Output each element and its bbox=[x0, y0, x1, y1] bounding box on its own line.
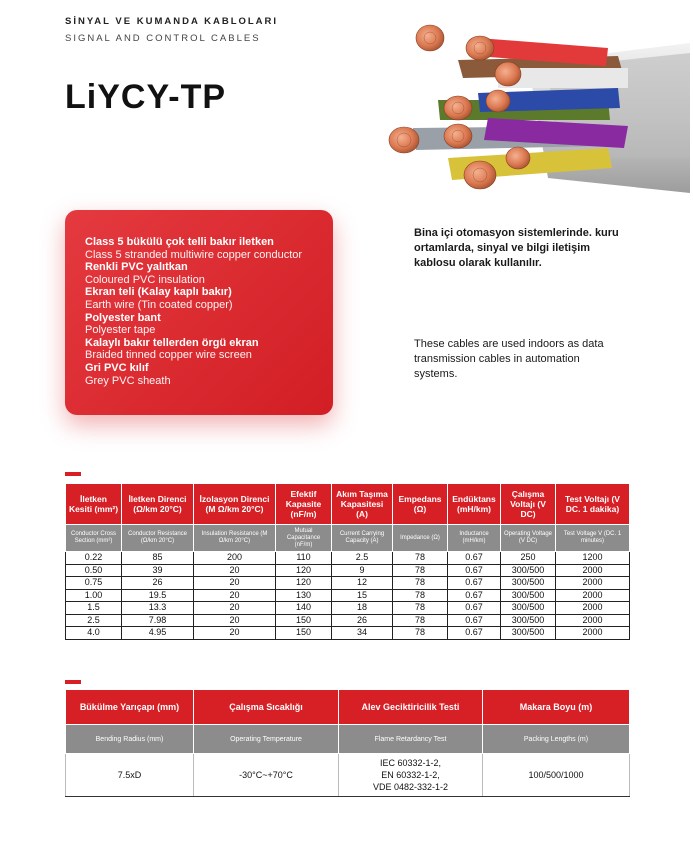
cell-current-capacity: 26 bbox=[332, 614, 393, 627]
cell-cross-section: 0.22 bbox=[66, 552, 122, 565]
cell-impedance: 78 bbox=[393, 627, 448, 640]
feature-item bbox=[85, 286, 325, 311]
table-row bbox=[66, 602, 630, 615]
cell-test-voltage: 2000 bbox=[556, 602, 630, 615]
feature-item bbox=[85, 312, 325, 337]
table-row bbox=[66, 614, 630, 627]
cell-capacitance: 140 bbox=[276, 602, 332, 615]
cell-insulation-resistance: 20 bbox=[194, 602, 276, 615]
cell-flame-test bbox=[339, 754, 483, 797]
cell-insulation-resistance: 20 bbox=[194, 614, 276, 627]
cell-current-capacity: 34 bbox=[332, 627, 393, 640]
cell-impedance: 78 bbox=[393, 564, 448, 577]
section-marker bbox=[65, 680, 81, 684]
spec-header-en: Current Carrying Capacity (A) bbox=[332, 525, 393, 552]
usage-description-en: These cables are used indoors as data transmission cables in automation systems. bbox=[414, 338, 604, 380]
cell-bending-radius: 7.5xD bbox=[66, 754, 194, 797]
spec-header-tr: Endüktans (mH/km) bbox=[448, 484, 501, 525]
cell-cross-section: 0.75 bbox=[66, 577, 122, 590]
props-header-tr: Bükülme Yarıçapı (mm) bbox=[66, 690, 194, 725]
cell-inductance: 0.67 bbox=[448, 589, 501, 602]
spec-header-tr: Çalışma Voltajı (V DC) bbox=[501, 484, 556, 525]
table-row bbox=[66, 754, 630, 797]
props-header-tr: Alev Geciktiricilik Testi bbox=[339, 690, 483, 725]
cell-impedance: 78 bbox=[393, 577, 448, 590]
cell-operating-temperature: -30°C~+70°C bbox=[194, 754, 339, 797]
feature-tr: Class 5 bükülü çok telli bakır iletken bbox=[85, 236, 274, 248]
cell-conductor-resistance: 19.5 bbox=[122, 589, 194, 602]
cell-inductance: 0.67 bbox=[448, 552, 501, 565]
spec-header-en: Inductance (mH/km) bbox=[448, 525, 501, 552]
feature-tr: Kalaylı bakır tellerden örgü ekran bbox=[85, 336, 259, 349]
cell-capacitance: 120 bbox=[276, 577, 332, 590]
cell-packing-length: 100/500/1000 bbox=[483, 754, 630, 797]
construction-card bbox=[65, 210, 333, 415]
spec-header-en: Conductor Cross Section (mm²) bbox=[66, 525, 122, 552]
table-row bbox=[66, 564, 630, 577]
cell-conductor-resistance: 7.98 bbox=[122, 614, 194, 627]
feature-item bbox=[85, 362, 325, 387]
cell-insulation-resistance: 20 bbox=[194, 589, 276, 602]
spec-header-row-en bbox=[66, 525, 630, 552]
spec-header-row-tr bbox=[66, 484, 630, 525]
spec-header-en: Insulation Resistance (M Ω/km 20°C) bbox=[194, 525, 276, 552]
cell-insulation-resistance: 20 bbox=[194, 564, 276, 577]
cell-cross-section: 2.5 bbox=[66, 614, 122, 627]
cell-insulation-resistance: 200 bbox=[194, 552, 276, 565]
cell-operating-voltage: 300/500 bbox=[501, 564, 556, 577]
feature-en: Class 5 stranded multiwire copper conductor bbox=[85, 248, 303, 261]
feature-tr: Ekran teli (Kalay kaplı bakır) bbox=[85, 286, 232, 299]
cell-impedance: 78 bbox=[393, 614, 448, 627]
spec-header-tr: İzolasyon Direnci (M Ω/km 20°C) bbox=[194, 484, 276, 525]
cell-test-voltage: 2000 bbox=[556, 577, 630, 590]
feature-tr: Renkli PVC yalıtkan bbox=[85, 261, 188, 274]
cell-impedance: 78 bbox=[393, 602, 448, 615]
props-header-row-en bbox=[66, 725, 630, 754]
cell-current-capacity: 18 bbox=[332, 602, 393, 615]
cell-insulation-resistance: 20 bbox=[194, 577, 276, 590]
cell-current-capacity: 15 bbox=[332, 589, 393, 602]
cell-test-voltage: 2000 bbox=[556, 564, 630, 577]
props-header-en: Bending Radius (mm) bbox=[66, 725, 194, 754]
table-row bbox=[66, 627, 630, 640]
feature-tr: Polyester bant bbox=[85, 311, 161, 324]
feature-en: Grey PVC sheath bbox=[85, 374, 171, 387]
cell-operating-voltage: 300/500 bbox=[501, 577, 556, 590]
cell-conductor-resistance: 39 bbox=[122, 564, 194, 577]
cell-inductance: 0.67 bbox=[448, 577, 501, 590]
spec-header-en: Conductor Resistance (Ω/km 20°C) bbox=[122, 525, 194, 552]
spec-header-tr: İletken Direnci (Ω/km 20°C) bbox=[122, 484, 194, 525]
cell-operating-voltage: 300/500 bbox=[501, 602, 556, 615]
category-title-en: SIGNAL AND CONTROL CABLES bbox=[65, 33, 261, 44]
feature-en: Braided tinned copper wire screen bbox=[85, 349, 252, 362]
flame-standard: IEC 60332-1-2, bbox=[379, 758, 442, 768]
cell-operating-voltage: 300/500 bbox=[501, 627, 556, 640]
cell-test-voltage: 1200 bbox=[556, 552, 630, 565]
electrical-spec-table bbox=[65, 483, 630, 640]
table-row bbox=[66, 577, 630, 590]
cell-operating-voltage: 250 bbox=[501, 552, 556, 565]
cell-impedance: 78 bbox=[393, 552, 448, 565]
cell-inductance: 0.67 bbox=[448, 564, 501, 577]
feature-tr: Gri PVC kılıf bbox=[85, 361, 149, 374]
feature-en: Earth wire (Tin coated copper) bbox=[85, 298, 233, 311]
table-row bbox=[66, 589, 630, 602]
spec-header-tr: Akım Taşıma Kapasitesi (A) bbox=[332, 484, 393, 525]
category-title-tr: SİNYAL VE KUMANDA KABLOLARI bbox=[65, 16, 279, 27]
props-header-en: Operating Temperature bbox=[194, 725, 339, 754]
cell-test-voltage: 2000 bbox=[556, 627, 630, 640]
props-header-tr: Çalışma Sıcaklığı bbox=[194, 690, 339, 725]
cell-insulation-resistance: 20 bbox=[194, 627, 276, 640]
cell-cross-section: 1.5 bbox=[66, 602, 122, 615]
cable-cross-section-image bbox=[378, 8, 690, 198]
flame-standard: VDE 0482-332-1-2 bbox=[372, 782, 449, 792]
spec-header-en: Operating Voltage (V DC) bbox=[501, 525, 556, 552]
cell-cross-section: 4.0 bbox=[66, 627, 122, 640]
cell-conductor-resistance: 4.95 bbox=[122, 627, 194, 640]
cell-impedance: 78 bbox=[393, 589, 448, 602]
feature-item bbox=[85, 337, 325, 362]
cell-capacitance: 150 bbox=[276, 627, 332, 640]
spec-header-en: Test Voltage V (DC. 1 minutes) bbox=[556, 525, 630, 552]
cell-inductance: 0.67 bbox=[448, 627, 501, 640]
cell-conductor-resistance: 85 bbox=[122, 552, 194, 565]
cell-inductance: 0.67 bbox=[448, 602, 501, 615]
props-header-tr: Makara Boyu (m) bbox=[483, 690, 630, 725]
cell-current-capacity: 12 bbox=[332, 577, 393, 590]
construction-list bbox=[85, 236, 325, 387]
feature-en: Polyester tape bbox=[85, 324, 156, 337]
cell-inductance: 0.67 bbox=[448, 614, 501, 627]
cell-current-capacity: 2.5 bbox=[332, 552, 393, 565]
props-header-en: Flame Retardancy Test bbox=[339, 725, 483, 754]
feature-en: Coloured PVC insulation bbox=[85, 273, 205, 286]
feature-item bbox=[85, 236, 325, 261]
cell-capacitance: 120 bbox=[276, 564, 332, 577]
table-row bbox=[66, 552, 630, 565]
cell-cross-section: 1.00 bbox=[66, 589, 122, 602]
props-header-row-tr bbox=[66, 690, 630, 725]
spec-header-en: Mutual Capacitance (nF/m) bbox=[276, 525, 332, 552]
section-marker bbox=[65, 472, 81, 476]
cell-capacitance: 110 bbox=[276, 552, 332, 565]
cell-operating-voltage: 300/500 bbox=[501, 614, 556, 627]
spec-header-tr: Test Voltajı (V DC. 1 dakika) bbox=[556, 484, 630, 525]
cell-test-voltage: 2000 bbox=[556, 614, 630, 627]
spec-header-tr: İletken Kesiti (mm²) bbox=[66, 484, 122, 525]
cell-conductor-resistance: 13.3 bbox=[122, 602, 194, 615]
cell-operating-voltage: 300/500 bbox=[501, 589, 556, 602]
cell-cross-section: 0.50 bbox=[66, 564, 122, 577]
cell-capacitance: 150 bbox=[276, 614, 332, 627]
flame-standard: EN 60332-1-2, bbox=[381, 770, 440, 780]
cell-current-capacity: 9 bbox=[332, 564, 393, 577]
spec-header-en: Impedance (Ω) bbox=[393, 525, 448, 552]
spec-header-tr: Empedans (Ω) bbox=[393, 484, 448, 525]
props-header-en: Packing Lengths (m) bbox=[483, 725, 630, 754]
feature-item bbox=[85, 261, 325, 286]
product-title: LiYCY-TP bbox=[65, 78, 227, 116]
usage-description-tr: Bina içi otomasyon sistemlerinde. kuru ortamlarda, sinyal ve bilgi iletişim kablosu olarak kullanılır. bbox=[414, 227, 619, 269]
spec-header-tr: Efektif Kapasite (nF/m) bbox=[276, 484, 332, 525]
cell-capacitance: 130 bbox=[276, 589, 332, 602]
cell-test-voltage: 2000 bbox=[556, 589, 630, 602]
properties-table bbox=[65, 689, 630, 797]
cell-conductor-resistance: 26 bbox=[122, 577, 194, 590]
